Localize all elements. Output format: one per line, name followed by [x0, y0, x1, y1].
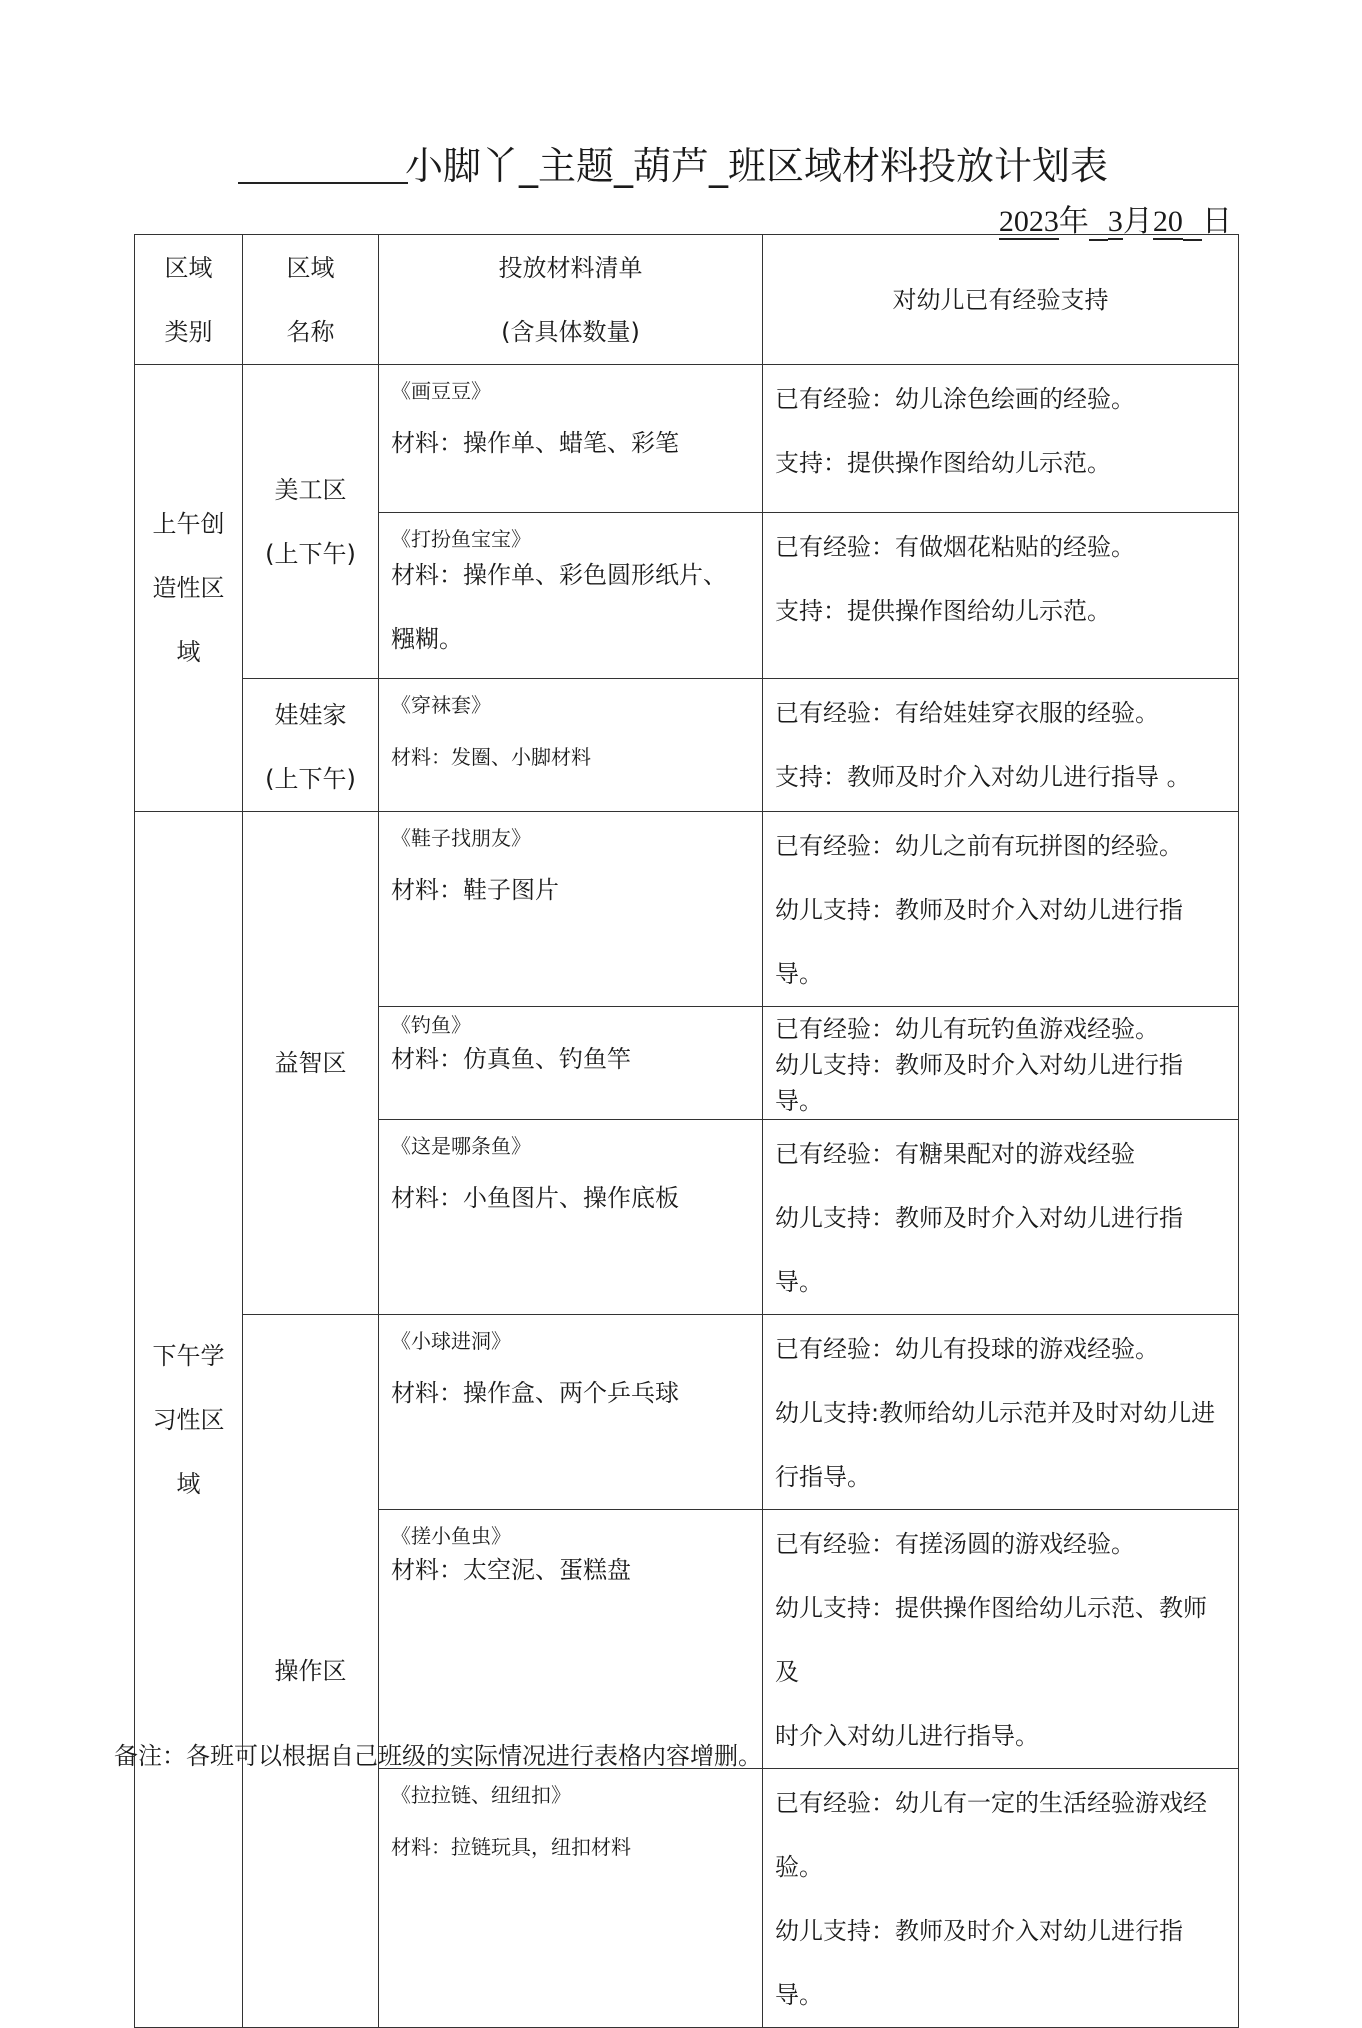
- support-cell: 已有经验：幼儿有一定的生活经验游戏经 验。 幼儿支持：教师及时介入对幼儿进行指导。: [763, 1769, 1239, 2028]
- header-materials: 投放材料清单 (含具体数量): [379, 235, 763, 365]
- category-cell-afternoon: 下午学 习性区 域: [135, 812, 243, 2028]
- support-cell: 已有经验：幼儿有投球的游戏经验。 幼儿支持:教师给幼儿示范并及时对幼儿进 行指导。: [763, 1315, 1239, 1510]
- title-suffix: _班区域材料投放计划表: [709, 144, 1109, 188]
- table-row: [135, 679, 1239, 812]
- material-cell: 《画豆豆》 材料：操作单、蜡笔、彩笔: [379, 365, 763, 513]
- date-month-unit: 月: [1122, 204, 1153, 239]
- date-year-unit: 年: [1058, 204, 1089, 239]
- support-cell: 已有经验：幼儿之前有玩拼图的经验。 幼儿支持：教师及时介入对幼儿进行指导。: [763, 812, 1239, 1007]
- area-cell-art: 美工区 (上下午): [243, 365, 379, 679]
- material-cell: 《鞋子找朋友》 材料：鞋子图片: [379, 812, 763, 1007]
- area-cell-puzzle: 益智区: [243, 812, 379, 1315]
- material-cell: 《拉拉链、纽纽扣》 材料：拉链玩具，纽扣材料: [379, 1769, 763, 2028]
- material-cell: 《搓小鱼虫》 材料：太空泥、蛋糕盘: [379, 1510, 763, 1769]
- area-cell-operation: 操作区: [243, 1315, 379, 2028]
- area-cell-dollhouse: 娃娃家 (上下午): [243, 679, 379, 812]
- support-cell: 已有经验：有做烟花粘贴的经验。 支持：提供操作图给幼儿示范。: [763, 513, 1239, 679]
- support-cell: 已有经验：有糖果配对的游戏经验 幼儿支持：教师及时介入对幼儿进行指导。: [763, 1120, 1239, 1315]
- header-support: 对幼儿已有经验支持: [763, 235, 1239, 365]
- material-cell: 《打扮鱼宝宝》 材料：操作单、彩色圆形纸片、糨糊。: [379, 513, 763, 679]
- support-cell: 已有经验：有搓汤圆的游戏经验。 幼儿支持：提供操作图给幼儿示范、教师及 时介入对幼儿进行指导。: [763, 1510, 1239, 1769]
- table-row: [135, 365, 1239, 513]
- header-row: [135, 235, 1239, 365]
- support-cell: 已有经验：幼儿有玩钓鱼游戏经验。 幼儿支持：教师及时介入对幼儿进行指导。: [763, 1007, 1239, 1120]
- material-cell: 《这是哪条鱼》 材料：小鱼图片、操作底板: [379, 1120, 763, 1315]
- material-cell: 《穿袜套》 材料：发圈、小脚材料: [379, 679, 763, 812]
- title-blank-line: [238, 182, 408, 184]
- date-day-unit: 日: [1202, 204, 1232, 239]
- support-cell: 已有经验：有给娃娃穿衣服的经验。 支持：教师及时介入对幼儿进行指导 。: [763, 679, 1239, 812]
- support-cell: 已有经验：幼儿涂色绘画的经验。 支持：提供操作图给幼儿示范。: [763, 365, 1239, 513]
- title-class: 葫芦: [633, 144, 710, 188]
- date-month: 3: [1107, 205, 1123, 238]
- material-cell: 《钓鱼》 材料：仿真鱼、钓鱼竿: [379, 1007, 763, 1120]
- title-between: _主题_: [519, 144, 634, 188]
- footnote: 备注：各班可以根据自己班级的实际情况进行表格内容增删。: [114, 1742, 762, 1770]
- document-title: [0, 138, 1362, 198]
- title-text: [405, 138, 1108, 194]
- material-cell: 《小球进洞》 材料：操作盒、两个乒乓球: [379, 1315, 763, 1510]
- date-year: 2023: [998, 205, 1059, 238]
- title-theme: 小脚丫: [405, 144, 520, 188]
- table-row: [135, 1315, 1239, 1510]
- category-cell-morning: 上午创 造性区 域: [135, 365, 243, 812]
- table-row: [135, 812, 1239, 1007]
- header-name: 区域 名称: [243, 235, 379, 365]
- date-day: 20: [1152, 205, 1183, 238]
- header-category: 区域 类别: [135, 235, 243, 365]
